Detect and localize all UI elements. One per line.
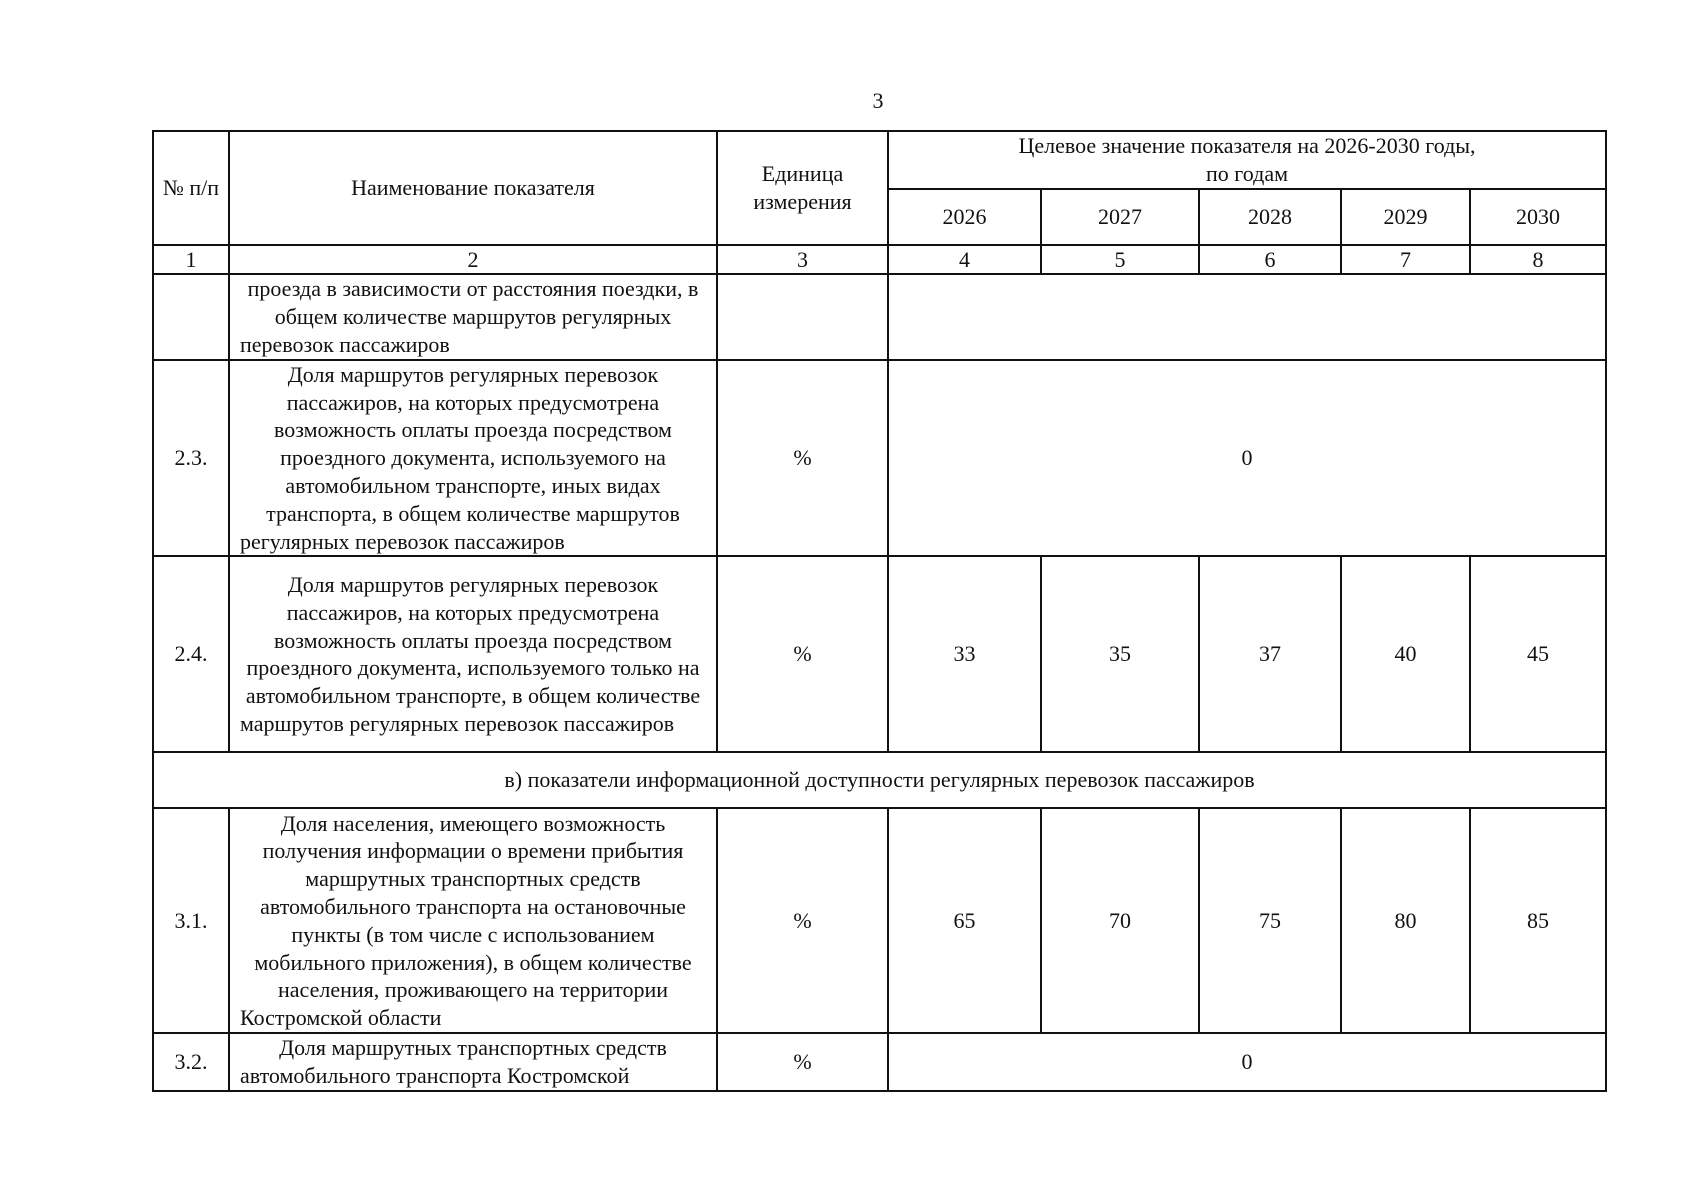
unit-cell: % xyxy=(717,1033,888,1091)
value-cell: 37 xyxy=(1199,556,1341,752)
column-number: 4 xyxy=(888,245,1041,275)
value-cell: 33 xyxy=(888,556,1041,752)
indicator-name: проезда в зависимости от расстояния поездки, в общем количестве маршрутов регулярных перевозок пассажиров xyxy=(229,274,717,359)
row-no-empty xyxy=(153,274,229,359)
year-cell: 2030 xyxy=(1470,189,1606,245)
indicator-name: Доля населения, имеющего возможность получения информации о времени прибытия маршрутных транспортных средств автомобильного транспорта на остановочные пункты (в том числе с использованием мобильного приложения), в общем количестве населения, проживающего на территории Костромской области xyxy=(229,808,717,1033)
header-name: Наименование показателя xyxy=(229,131,717,245)
column-number: 7 xyxy=(1341,245,1470,275)
year-cell: 2028 xyxy=(1199,189,1341,245)
row-number: 3.2. xyxy=(153,1033,229,1091)
header-row xyxy=(153,131,1606,189)
indicator-name: Доля маршрутов регулярных перевозок пассажиров, на которых предусмотрена возможность оплаты проезда посредством проездного документа, используемого на автомобильном транспорте, иных видах транспорта, в общем количестве маршрутов регулярных перевозок пассажиров xyxy=(229,360,717,557)
year-cell: 2029 xyxy=(1341,189,1470,245)
value-cell: 85 xyxy=(1470,808,1606,1033)
values-empty xyxy=(888,274,1606,359)
unit-cell: % xyxy=(717,556,888,752)
value-cell: 80 xyxy=(1341,808,1470,1033)
header-target xyxy=(888,131,1606,189)
table-row-3-1 xyxy=(153,808,1606,1033)
column-number: 2 xyxy=(229,245,717,275)
indicator-name: Доля маршрутов регулярных перевозок пассажиров, на которых предусмотрена возможность оплаты проезда посредством проездного документа, используемого только на автомобильном транспорте, в общем количестве маршрутов регулярных перевозок пассажиров xyxy=(229,556,717,752)
row-number: 2.4. xyxy=(153,556,229,752)
header-target-line2: по годам xyxy=(1206,160,1289,186)
table-row-2-3 xyxy=(153,360,1606,557)
header-unit: Единица измерения xyxy=(717,131,888,245)
year-cell: 2027 xyxy=(1041,189,1199,245)
section-row xyxy=(153,752,1606,808)
indicators-table xyxy=(152,130,1607,1092)
unit-cell: % xyxy=(717,360,888,557)
column-number: 5 xyxy=(1041,245,1199,275)
row-number: 2.3. xyxy=(153,360,229,557)
header-target-line1: Целевое значение показателя на 2026-2030 годы, xyxy=(1018,133,1476,158)
column-number: 6 xyxy=(1199,245,1341,275)
header-no: № п/п xyxy=(153,131,229,245)
value-cell: 75 xyxy=(1199,808,1341,1033)
column-number: 3 xyxy=(717,245,888,275)
value-cell: 35 xyxy=(1041,556,1199,752)
column-number: 1 xyxy=(153,245,229,275)
merged-value-cell: 0 xyxy=(888,360,1606,557)
table-row-continuation xyxy=(153,274,1606,359)
table-row-3-2 xyxy=(153,1033,1606,1091)
table-row-2-4 xyxy=(153,556,1606,752)
value-cell: 45 xyxy=(1470,556,1606,752)
value-cell: 65 xyxy=(888,808,1041,1033)
unit-empty xyxy=(717,274,888,359)
value-cell: 40 xyxy=(1341,556,1470,752)
column-numbers-row xyxy=(153,245,1606,275)
indicator-name: Доля маршрутных транспортных средств автомобильного транспорта Костромской xyxy=(229,1033,717,1091)
year-cell: 2026 xyxy=(888,189,1041,245)
page-number: 3 xyxy=(872,88,884,113)
unit-cell: % xyxy=(717,808,888,1033)
row-number: 3.1. xyxy=(153,808,229,1033)
merged-value-cell: 0 xyxy=(888,1033,1606,1091)
column-number: 8 xyxy=(1470,245,1606,275)
section-heading: в) показатели информационной доступности регулярных перевозок пассажиров xyxy=(153,752,1606,808)
value-cell: 70 xyxy=(1041,808,1199,1033)
